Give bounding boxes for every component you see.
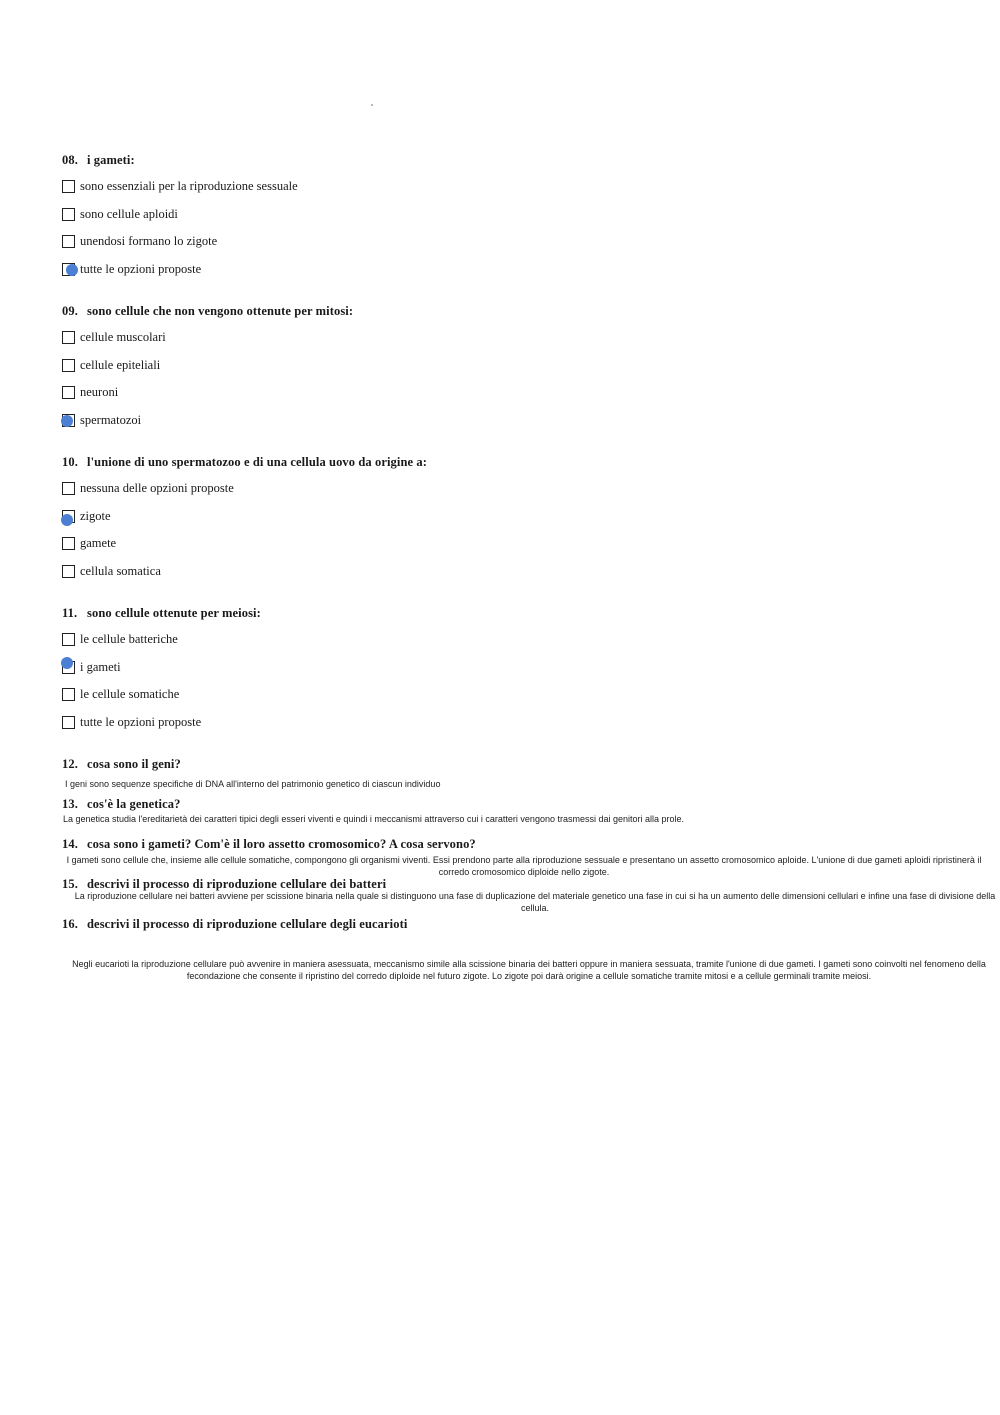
page-dot (371, 104, 373, 106)
question-number: 13. (62, 797, 78, 811)
option-label: zigote (80, 509, 111, 523)
question-text: descrivi il processo di riproduzione cellulare degli eucarioti (87, 917, 408, 931)
option-label: nessuna delle opzioni proposte (80, 481, 234, 495)
question-text: l'unione di uno spermatozoo e di una cellula uovo da origine a: (87, 455, 428, 469)
checkbox[interactable] (62, 633, 75, 646)
option-label: sono essenziali per la riproduzione sessuale (80, 179, 298, 193)
option-label: i gameti (80, 660, 121, 674)
checkbox[interactable] (62, 180, 75, 193)
answer-14: I gameti sono cellule che, insieme alle cellule somatiche, compongono gli organismi viventi. Essi prendono parte alla riproduzione sessuale e presentano un assetto cromosomico aploide. L'unione di due gameti aploidi ripristinerà il corredo cromosomico diploide nello zigote. (66, 855, 982, 877)
checkbox[interactable] (62, 565, 75, 578)
option-label: cellule epiteliali (80, 358, 161, 372)
question-number: 16. (62, 917, 78, 931)
question-number: 15. (62, 877, 78, 891)
question-number: 14. (62, 837, 78, 851)
option-label: neuroni (80, 385, 119, 399)
question-number: 09. (62, 304, 78, 318)
question-number: 11. (62, 606, 78, 620)
checkbox[interactable] (62, 208, 75, 221)
selection-mark-09 (61, 415, 73, 427)
question-13-title (62, 797, 180, 812)
checkbox[interactable] (62, 482, 75, 495)
selection-mark-11 (61, 657, 73, 669)
option-label: le cellule somatiche (80, 687, 180, 701)
option-label: cellula somatica (80, 564, 161, 578)
question-text: cosa sono i gameti? Com'è il loro assetto cromosomico? A cosa servono? (87, 837, 476, 851)
selection-mark-10 (61, 514, 73, 526)
checkbox[interactable] (62, 688, 75, 701)
option-label: cellule muscolari (80, 330, 166, 344)
checkbox[interactable] (62, 359, 75, 372)
selection-mark-08 (66, 264, 78, 276)
option-label: le cellule batteriche (80, 632, 178, 646)
option-label: tutte le opzioni proposte (80, 715, 202, 729)
question-08-title (62, 153, 135, 168)
option-label: sono cellule aploidi (80, 207, 178, 221)
question-text: cos'è la genetica? (87, 797, 181, 811)
question-number: 08. (62, 153, 78, 167)
option-label: gamete (80, 536, 117, 550)
checkbox[interactable] (62, 537, 75, 550)
answer-12: I geni sono sequenze specifiche di DNA all'interno del patrimonio genetico di ciascun individuo (65, 779, 441, 789)
question-09-title (62, 304, 353, 319)
question-10-title (62, 455, 427, 470)
question-16-title (62, 917, 407, 932)
answer-16: Negli eucarioti la riproduzione cellulare può avvenire in maniera asessuata, meccanismo simile alla scissione binaria dei batteri oppure in maniera sessuata, tramite l'unione di due gameti. I gameti sono coinvolti nel fenomeno della fecondazione che consente il ripristino del corredo diploide nel futuro zigote. Lo zigote poi darà origine a cellule somatiche tramite mitosi e a cellule germinali tramite meiosi. (72, 959, 986, 981)
question-number: 12. (62, 757, 78, 771)
checkbox[interactable] (62, 386, 75, 399)
option-label: spermatozoi (80, 413, 142, 427)
question-text: sono cellule che non vengono ottenute per mitosi: (87, 304, 354, 318)
question-text: sono cellule ottenute per meiosi: (87, 606, 261, 620)
question-text: cosa sono il geni? (87, 757, 181, 771)
question-14-title (62, 837, 476, 852)
question-text: i gameti: (87, 153, 135, 167)
option-label: tutte le opzioni proposte (80, 262, 202, 276)
question-number: 10. (62, 455, 78, 469)
answer-15: La riproduzione cellulare nei batteri avviene per scissione binaria nella quale si distinguono una fase di duplicazione del materiale genetico una fase in cui si ha un aumento delle dimensioni cellulari e infine una fase di divisione della cellula. (74, 891, 996, 913)
checkbox[interactable] (62, 716, 75, 729)
option-label: unendosi formano lo zigote (80, 234, 218, 248)
checkbox[interactable] (62, 235, 75, 248)
answer-13: La genetica studia l'ereditarietà dei caratteri tipici degli esseri viventi e quindi i meccanismi attraverso cui i caratteri vengono trasmessi dai genitori alla prole. (63, 814, 685, 824)
checkbox[interactable] (62, 331, 75, 344)
question-text: descrivi il processo di riproduzione cellulare dei batteri (87, 877, 387, 891)
question-12-title (62, 757, 181, 772)
question-11-title (62, 606, 261, 621)
